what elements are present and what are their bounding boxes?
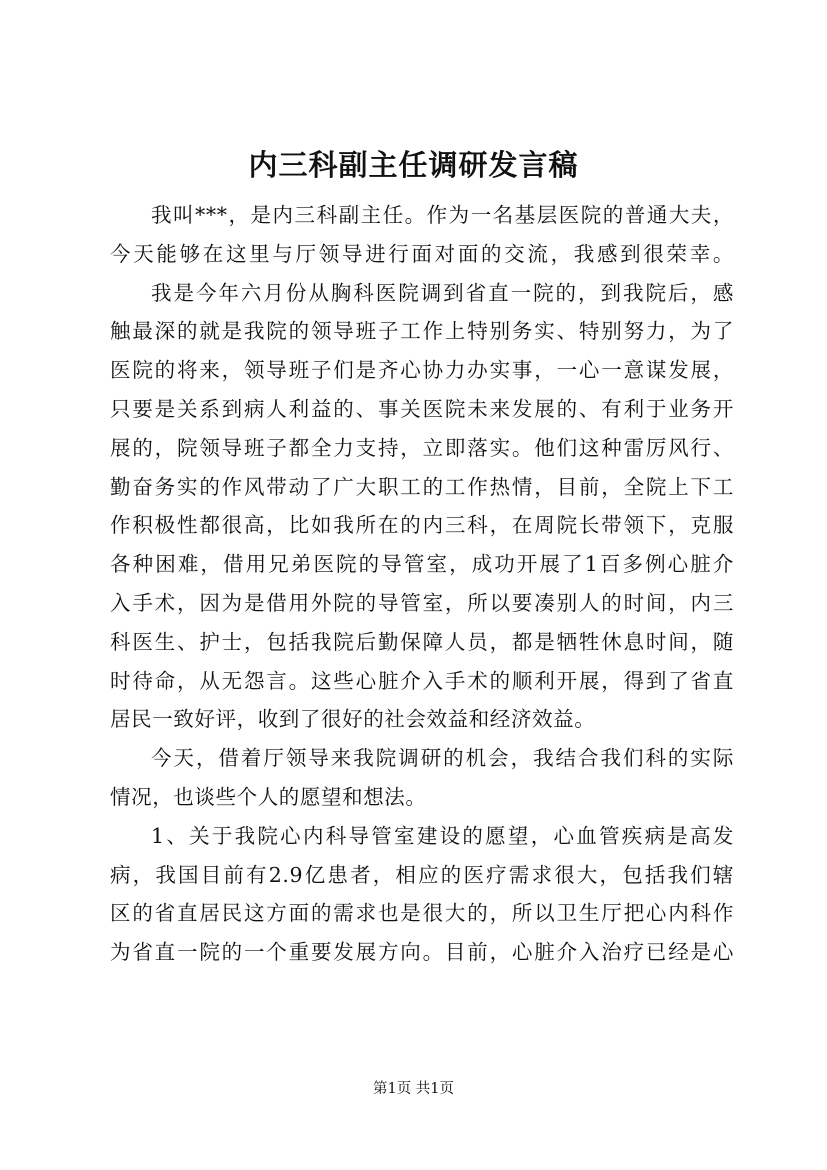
body-line: 我是今年六月份从胸科医院调到省直一院的，到我院后，感 xyxy=(151,280,734,305)
body-line: 今天能够在这里与厅领导进行面对面的交流，我感到很荣幸。 xyxy=(110,241,734,266)
body-line: 触最深的就是我院的领导班子工作上特别务实、特别努力，为了 xyxy=(110,319,734,344)
body-line: 科医生、护士，包括我院后勤保障人员，都是牺牲休息时间，随 xyxy=(110,629,734,654)
body-line: 为省直一院的一个重要发展方向。目前，心脏介入治疗已经是心 xyxy=(110,940,734,965)
body-line: 各种困难，借用兄弟医院的导管室，成功开展了1百多例心脏介 xyxy=(110,552,734,577)
body-line: 展的，院领导班子都全力支持，立即落实。他们这种雷厉风行、 xyxy=(110,435,734,460)
document-body xyxy=(110,196,734,972)
body-line: 医院的将来，领导班子们是齐心协力办实事，一心一意谋发展， xyxy=(110,358,734,383)
body-line: 情况，也谈些个人的愿望和想法。 xyxy=(110,784,427,809)
page-footer: 第1页 共1页 xyxy=(372,1081,455,1097)
document-title: 内三科副主任调研发言稿 xyxy=(248,148,579,182)
body-line: 区的省直居民这方面的需求也是很大的，所以卫生厅把心内科作 xyxy=(110,901,734,926)
body-line: 居民一致好评，收到了很好的社会效益和经济效益。 xyxy=(110,707,596,732)
body-line: 入手术，因为是借用外院的导管室，所以要凑别人的时间，内三 xyxy=(110,590,734,615)
body-line: 病，我国目前有2.9亿患者，相应的医疗需求很大，包括我们辖 xyxy=(110,862,734,887)
body-line: 时待命，从无怨言。这些心脏介入手术的顺利开展，得到了省直 xyxy=(110,668,734,693)
body-line: 勤奋务实的作风带动了广大职工的工作热情，目前，全院上下工 xyxy=(110,474,734,499)
body-line: 1、关于我院心内科导管室建设的愿望，心血管疾病是高发 xyxy=(151,823,734,848)
body-line: 作积极性都很高，比如我所在的内三科，在周院长带领下，克服 xyxy=(110,513,734,538)
body-line: 我叫***，是内三科副主任。作为一名基层医院的普通大夫， xyxy=(151,203,734,227)
body-line: 只要是关系到病人利益的、事关医院未来发展的、有利于业务开 xyxy=(110,396,734,421)
body-line: 今天，借着厅领导来我院调研的机会，我结合我们科的实际 xyxy=(151,746,734,771)
